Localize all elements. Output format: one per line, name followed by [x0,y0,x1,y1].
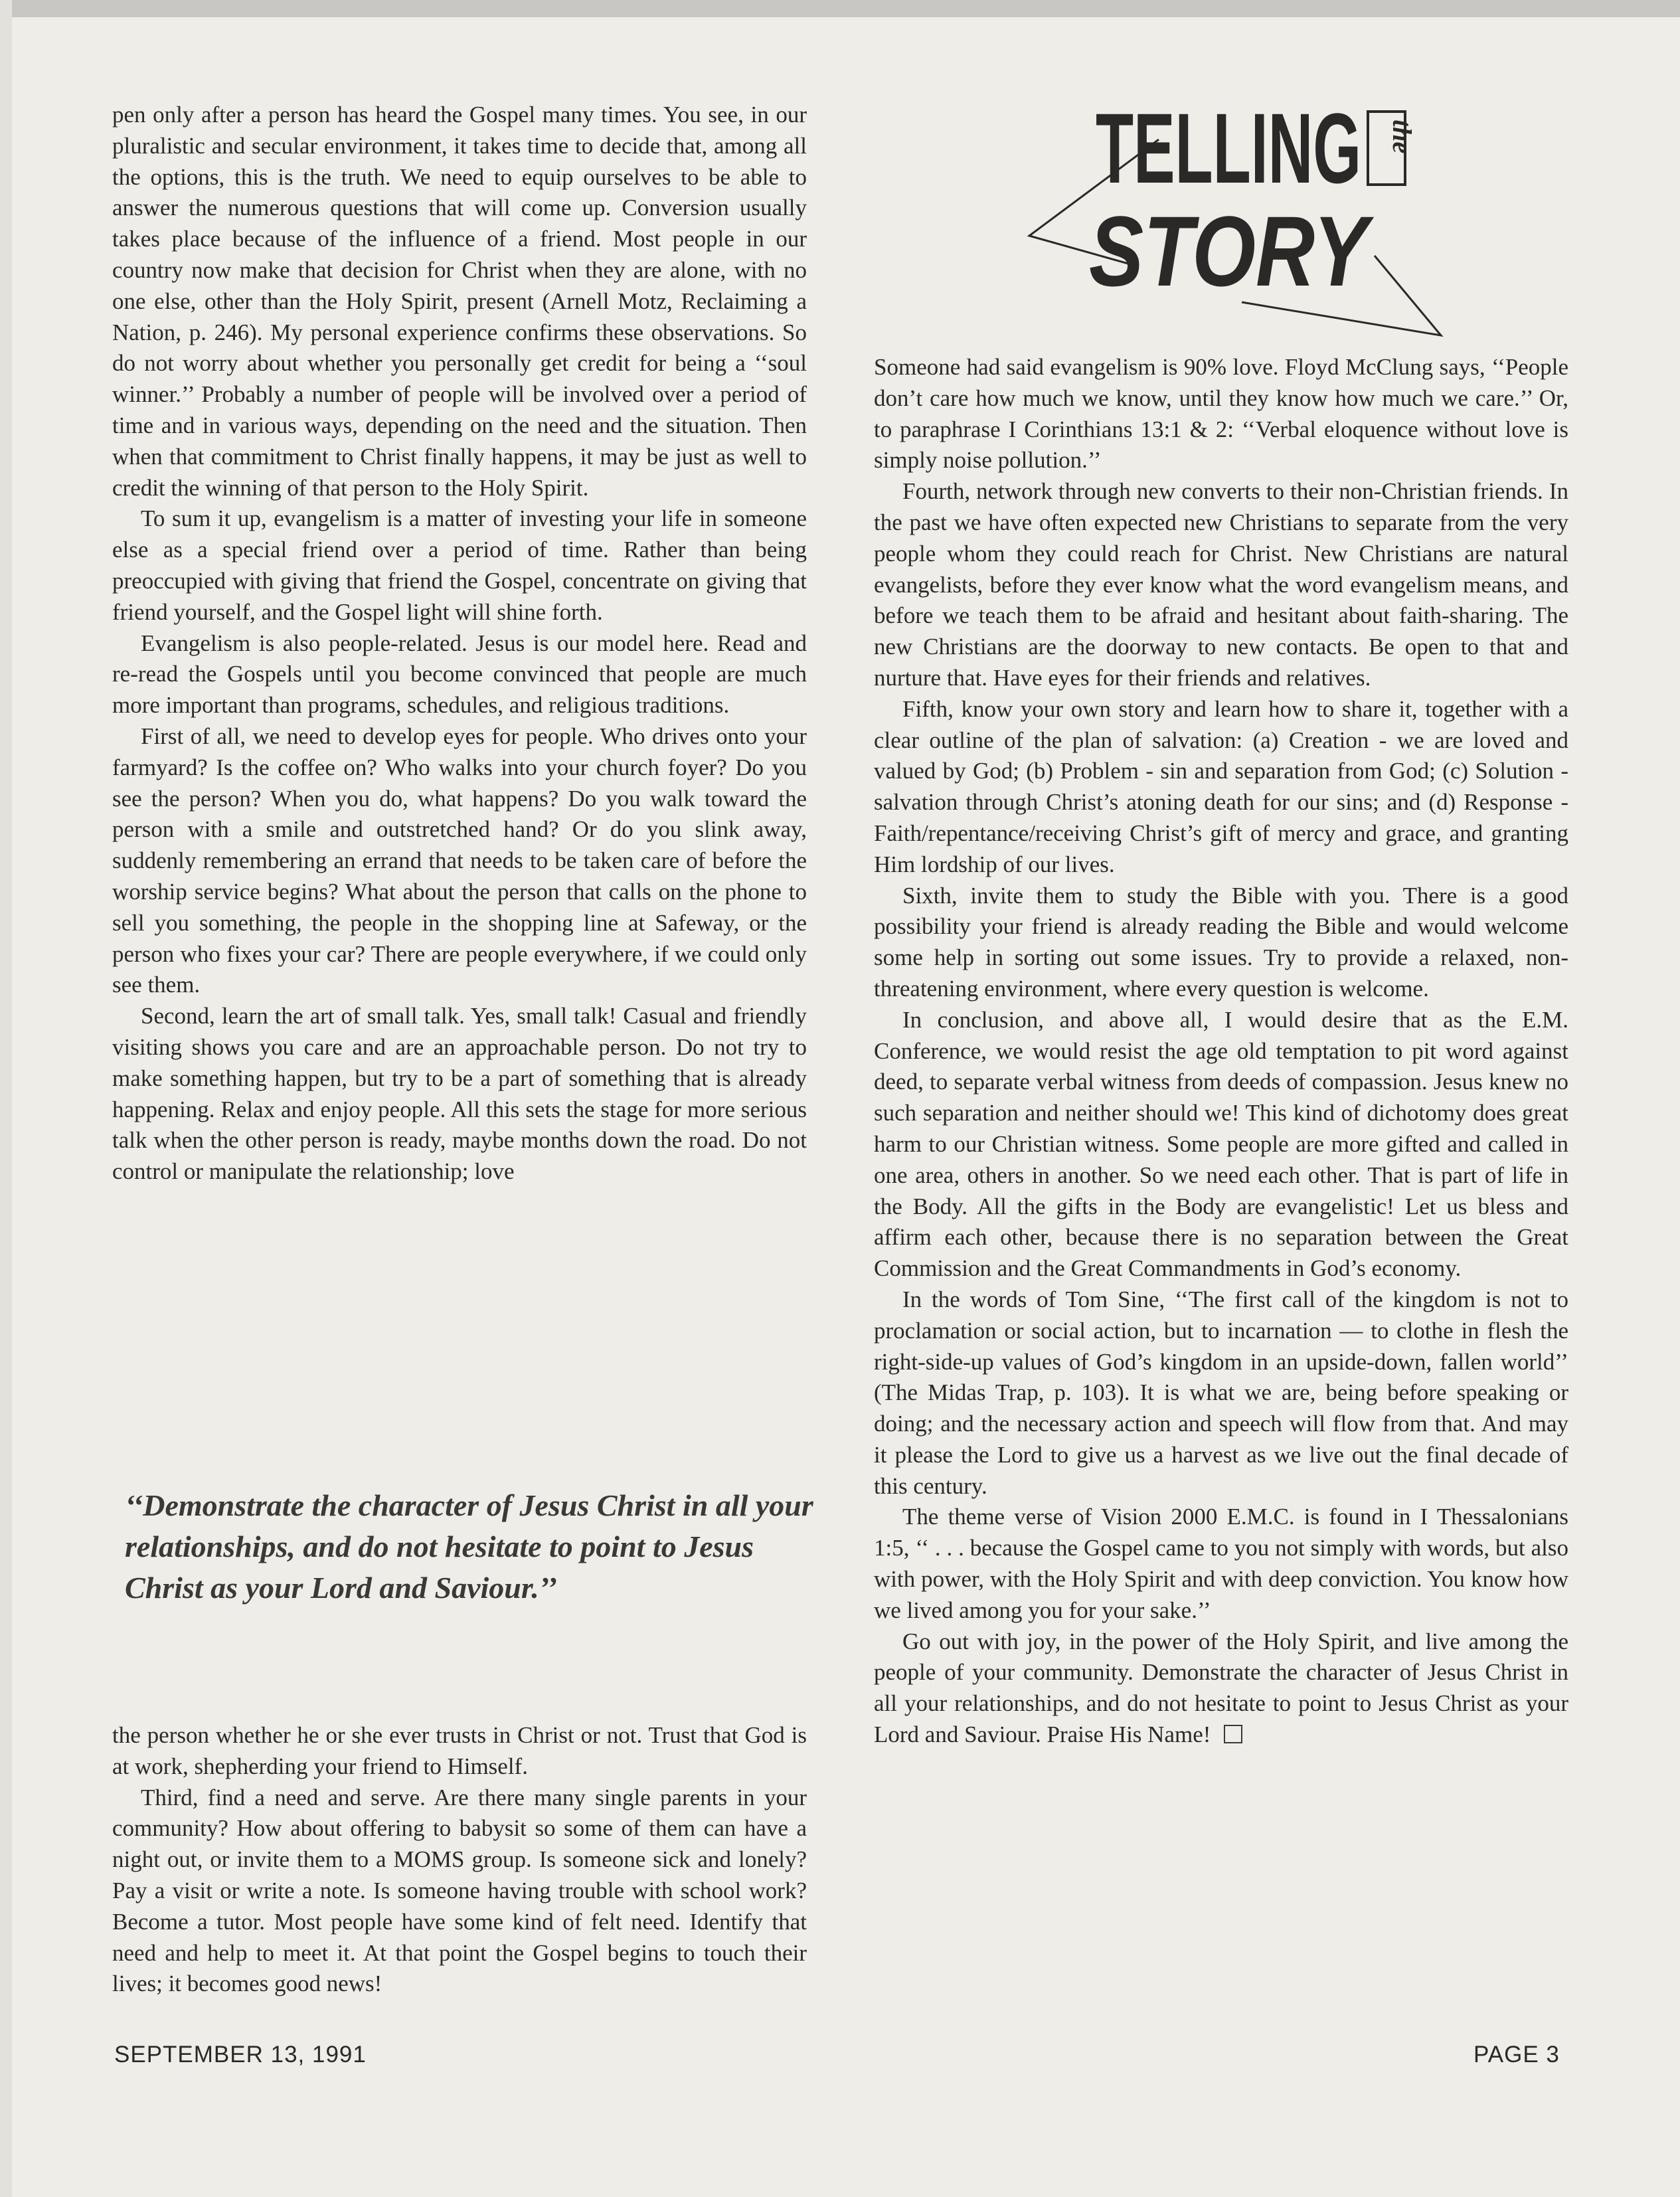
paragraph: First of all, we need to develop eyes for people. Who drives onto your farmyard? Is the coffee on? Who walks into your church foyer? Do you see the person? When you do, what happens? Do you walk toward the person with a smile and outstretched hand? Or do you slink away, suddenly remembering an errand that needs to be taken care of before the worship service begins? What about the person that calls on the phone to sell you something, the people in the shopping line at Safeway, or the person who fixes your car? There are people everywhere, if we could only see them. [112,723,807,998]
logo-telling: TELLING [1096,92,1361,204]
telling-the-story-logo [1023,40,1461,345]
footer-date: SEPTEMBER 13, 1991 [114,2042,367,2067]
logo-the: the [1387,120,1417,154]
pull-quote: ‘‘Demonstrate the character of Jesus Christ in all your relationships, and do not hesitate to point to Jesus Christ as your Lord and Saviour.’’ [125,1488,813,1605]
paragraph: pen only after a person has heard the Gospel many times. You see, in our pluralistic and secular environment, it takes time to decide that, among all the options, this is the truth. We need to equip ourselves to be able to answer the numerous questions that will come up. Conversion usually takes place because of the influence of a friend. Most people in our country now make that decision for Christ when they are alone, with no one else, other than the Holy Spirit, present (Arnell Motz, Reclaiming a Nation, p. 246). My personal experience confirms these observations. So do not worry about whether you personally get credit for being a ‘‘soul winner.’’ Probably a number of people will be involved over a period of time and in various ways, depending on the need and the situation. Then when that commitment to Christ finally happens, it may be just as well to credit the winning of that person to the Holy Spirit. [112,102,807,501]
scan-left-edge [0,0,12,2197]
paragraph: To sum it up, evangelism is a matter of investing your life in someone else as a special friend over a period of time. Rather than being preoccupied with giving that friend the Gospel, concentrate on giving that friend yourself, and the Gospel light will shine forth. [112,505,807,625]
paragraph: Someone had said evangelism is 90% love. Floyd McClung says, ‘‘People don’t care how much we know, until they know how much we care.’’ Or, to paraphrase I Corinthians 13:1 & 2: ‘‘Verbal eloquence without love is simply noise pollution.’’ [874,354,1568,474]
paragraph: Third, find a need and serve. Are there many single parents in your community? How about offering to babysit so some of them can have a night out, or invite them to a MOMS group. Is someone sick and lonely? Pay a visit or write a note. Is someone having trouble with school work? Become a tutor. Most people have some kind of felt need. Identify that need and help to meet it. At that point the Gospel begins to touch their lives; it becomes good news! [112,1784,807,1997]
scan-top-edge [0,0,1680,17]
left-column-top [112,100,807,1187]
paragraph: Evangelism is also people-related. Jesus is our model here. Read and re-read the Gospels until you become convinced that people are much more important than programs, schedules, and religious traditions. [112,630,807,719]
footer-page-number: PAGE 3 [1473,2042,1560,2067]
paragraph: In conclusion, and above all, I would desire that as the E.M. Conference, we would resist the age old temptation to pit word against deed, to separate verbal witness from deeds of compassion. Jesus knew no such separation and neither should we! This kind of dichotomy does great harm to our Christian witness. Some people are more gifted and called in one area, others in another. So we need each other. That is part of life in the Body. All the gifts in the Body are evangelistic! Let us bless and affirm each other, because there is no separation between the Great Commission and the Great Commandments in God’s economy. [874,1006,1568,1282]
paragraph: In the words of Tom Sine, ‘‘The first call of the kingdom is not to proclamation or social action, but to incarnation — to clothe in flesh the right-side-up values of God’s kingdom in an upside-down, fallen world’’ (The Midas Trap, p. 103). It is what we are, being before speaking or doing; and the necessary action and speech will flow from that. And may it please the Lord to give us a harvest as we live out the final decade of this century. [874,1286,1568,1499]
paragraph: Sixth, invite them to study the Bible with you. There is a good possibility your friend is already reading the Bible and would welcome some help in sorting out some issues. Try to provide a relaxed, non-threatening environment, where every question is welcome. [874,882,1568,1002]
paragraph: Second, learn the art of small talk. Yes, small talk! Casual and friendly visiting shows you care and are an approachable person. Do not try to make something happen, but try to be a part of something that is already happening. Relax and enjoy people. All this sets the stage for more serious talk when the other person is ready, maybe months down the road. Do not control or manipulate the relationship; love [112,1003,807,1185]
left-column-bottom [112,1720,807,2000]
logo-story: STORY [1089,195,1375,307]
paragraph: Fifth, know your own story and learn how to share it, together with a clear outline of the plan of salvation: (a) Creation - we are loved and valued by God; (b) Problem - sin and separation from God; (c) Solution - salvation through Christ’s atoning death for our sins; and (d) Response - Faith/repentance/receiving Christ’s gift of mercy and grace, and granting Him lordship of our lives. [874,695,1568,877]
paragraph: Fourth, network through new converts to their non-Christian friends. In the past we have often expected new Christians to separate from the very people whom they could reach for Christ. New Christians are natural evangelists, before they ever know what the word evangelism means, and before we teach them to be afraid and hesitant about faith-sharing. The new Christians are the doorway to new contacts. Be open to that and nurture that. Have eyes for their friends and relatives. [874,478,1568,691]
end-of-article-mark [1224,1725,1242,1743]
paragraph: the person whether he or she ever trusts in Christ or not. Trust that God is at work, shepherding your friend to Himself. [112,1722,807,1779]
paragraph: The theme verse of Vision 2000 E.M.C. is found in I Thessalonians 1:5, ‘‘ . . . because the Gospel came to you not simply with words, but also with power, with the Holy Spirit and with deep conviction. You know how we lived among you for your sake.’’ [874,1504,1568,1623]
paragraph: Go out with joy, in the power of the Holy Spirit, and live among the people of your community. Demonstrate the character of Jesus Christ in all your relationships, and do not hesitate to point to Jesus Christ as your Lord and Saviour. Praise His Name! [874,1628,1568,1748]
right-column [874,352,1568,1751]
